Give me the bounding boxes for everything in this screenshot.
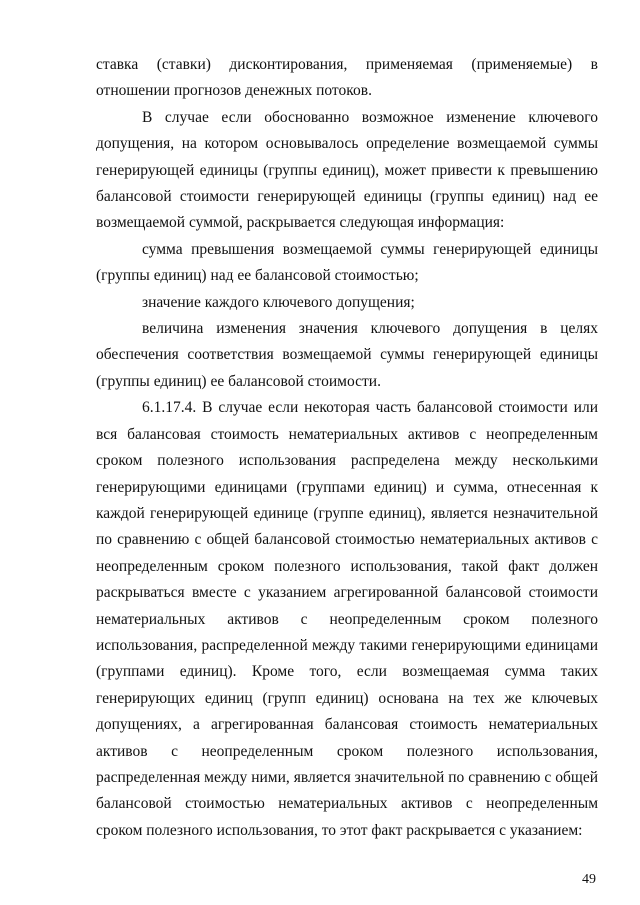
- paragraph-assumption-value: значение каждого ключевого допущения;: [142, 293, 415, 311]
- page-body: [96, 52, 598, 844]
- paragraph-excess-amount: сумма превышения возмещаемой суммы генерирующей единицы (группы единиц) над ее балансовой стоимостью;: [96, 240, 598, 285]
- paragraph-section-6-1-17-4: 6.1.17.4. В случае если некоторая часть балансовой стоимости или вся балансовая стоимость нематериальных активов с неопределенным сроком полезного использования распределена между несколькими генерирующими единицами (группами единиц) и сумма, отнесенная к каждой генерирующей единице (группе единиц), является незначительной по сравнению с общей балансовой стоимостью нематериальных активов с неопределенным сроком полезного использования, такой факт должен раскрываться вместе с указанием агрегированной балансовой стоимости нематериальных активов с неопределенным сроком полезного использования, распределенной между такими генерирующими единицами (группами единиц). Кроме того, если возмещаемая сумма таких генерирующих единиц (групп единиц) основана на тех же ключевых допущениях, а агрегированная балансовая стоимость нематериальных активов с неопределенным сроком полезного использования, распределенная между ними, является значительной по сравнению с общей балансовой стоимостью нематериальных активов с неопределенным сроком полезного использования, то этот факт раскрывается с указанием:: [96, 399, 598, 839]
- paragraph-assumption-change-amount: величина изменения значения ключевого допущения в целях обеспечения соответствия возмещаемой суммы генерирующей единицы (группы единиц) ее балансовой стоимости.: [96, 320, 598, 390]
- paragraph-key-assumption-change: В случае если обоснованно возможное изменение ключевого допущения, на котором основывалось определение возмещаемой суммы генерирующей единицы (группы единиц), может привести к превышению балансовой стоимости генерирующей единицы (группы единиц) над ее возмещаемой суммой, раскрывается следующая информация:: [96, 108, 598, 232]
- page-number: 49: [582, 872, 596, 887]
- paragraph-discount-rate: ставка (ставки) дисконтирования, применяемая (применяемые) в отношении прогнозов денежных потоков.: [96, 56, 598, 100]
